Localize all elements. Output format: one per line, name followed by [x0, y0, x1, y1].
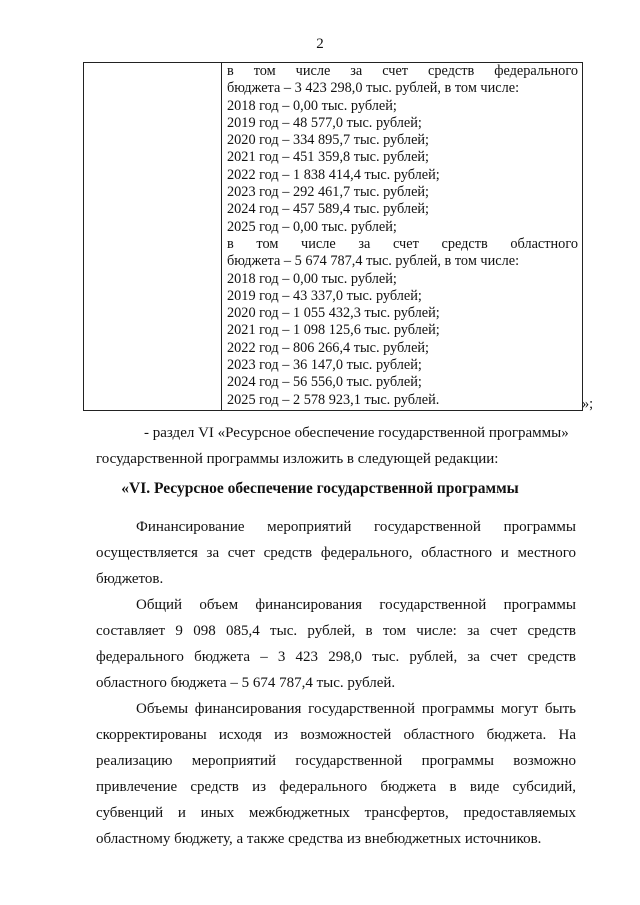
federal-total-line: бюджета – 3 423 298,0 тыс. рублей, в том числе:: [227, 80, 520, 97]
regional-year-line: 2025 год – 2 578 923,1 тыс. рублей.: [227, 391, 440, 408]
table-column-divider: [221, 63, 222, 410]
paragraph-adjustments: Объемы финансирования государственной программы могут быть скорректированы исходя из возможностей областного бюджета. На реализацию мероприятий государственной программы возможно привлечение средств из федерального бюджета в виде субсидий, субвенций и иных межбюджетных трансфертов, предоставляемых областному бюджету, а также средства из внебюджетных источников.: [96, 701, 576, 847]
federal-year-line: 2023 год – 292 461,7 тыс. рублей;: [227, 184, 430, 201]
federal-year-line: 2025 год – 0,00 тыс. рублей;: [227, 218, 397, 235]
federal-year-line: 2020 год – 334 895,7 тыс. рублей;: [227, 132, 430, 149]
regional-year-line: 2018 год – 0,00 тыс. рублей;: [227, 270, 397, 287]
funding-table: [83, 62, 583, 411]
regional-year-line: 2021 год – 1 098 125,6 тыс. рублей;: [227, 322, 440, 339]
federal-year-line: 2024 год – 457 589,4 тыс. рублей;: [227, 201, 430, 218]
regional-year-line: 2020 год – 1 055 432,3 тыс. рублей;: [227, 305, 440, 322]
instruction-line: государственной программы изложить в следующей редакции:: [96, 451, 499, 467]
federal-year-line: 2018 год – 0,00 тыс. рублей;: [227, 97, 397, 114]
closing-quote: »;: [582, 396, 594, 412]
regional-year-line: 2019 год – 43 337,0 тыс. рублей;: [227, 287, 422, 304]
paragraph-total-volume: Общий объем финансирования государственной программы составляет 9 098 085,4 тыс. рублей, в том числе: за счет средств федерального бюджета – 3 423 298,0 тыс. рублей, за счет средств областного бюджета – 5 674 787,4 тыс. рублей.: [96, 597, 576, 691]
regional-total-line: бюджета – 5 674 787,4 тыс. рублей, в том числе:: [227, 253, 520, 270]
funding-table-cell: [227, 63, 578, 409]
section-heading: «VI. Ресурсное обеспечение государственной программы: [121, 480, 519, 497]
paragraph-financing-sources: Финансирование мероприятий государственной программы осуществляется за счет средств федерального, областного и местного бюджетов.: [96, 519, 576, 587]
regional-intro-line: в том числе за счет средств областного: [227, 235, 578, 252]
federal-year-line: 2022 год – 1 838 414,4 тыс. рублей;: [227, 166, 440, 183]
federal-intro-line: в том числе за счет средств федерального: [227, 63, 578, 79]
regional-year-line: 2022 год – 806 266,4 тыс. рублей;: [227, 339, 430, 356]
instruction-line: - раздел VI «Ресурсное обеспечение государственной программы»: [144, 425, 569, 441]
federal-year-line: 2019 год – 48 577,0 тыс. рублей;: [227, 114, 422, 131]
amendment-instruction: [96, 420, 576, 472]
regional-year-line: 2024 год – 56 556,0 тыс. рублей;: [227, 374, 422, 391]
page-number: 2: [316, 36, 324, 52]
federal-year-line: 2021 год – 451 359,8 тыс. рублей;: [227, 149, 430, 166]
regional-year-line: 2023 год – 36 147,0 тыс. рублей;: [227, 357, 422, 374]
